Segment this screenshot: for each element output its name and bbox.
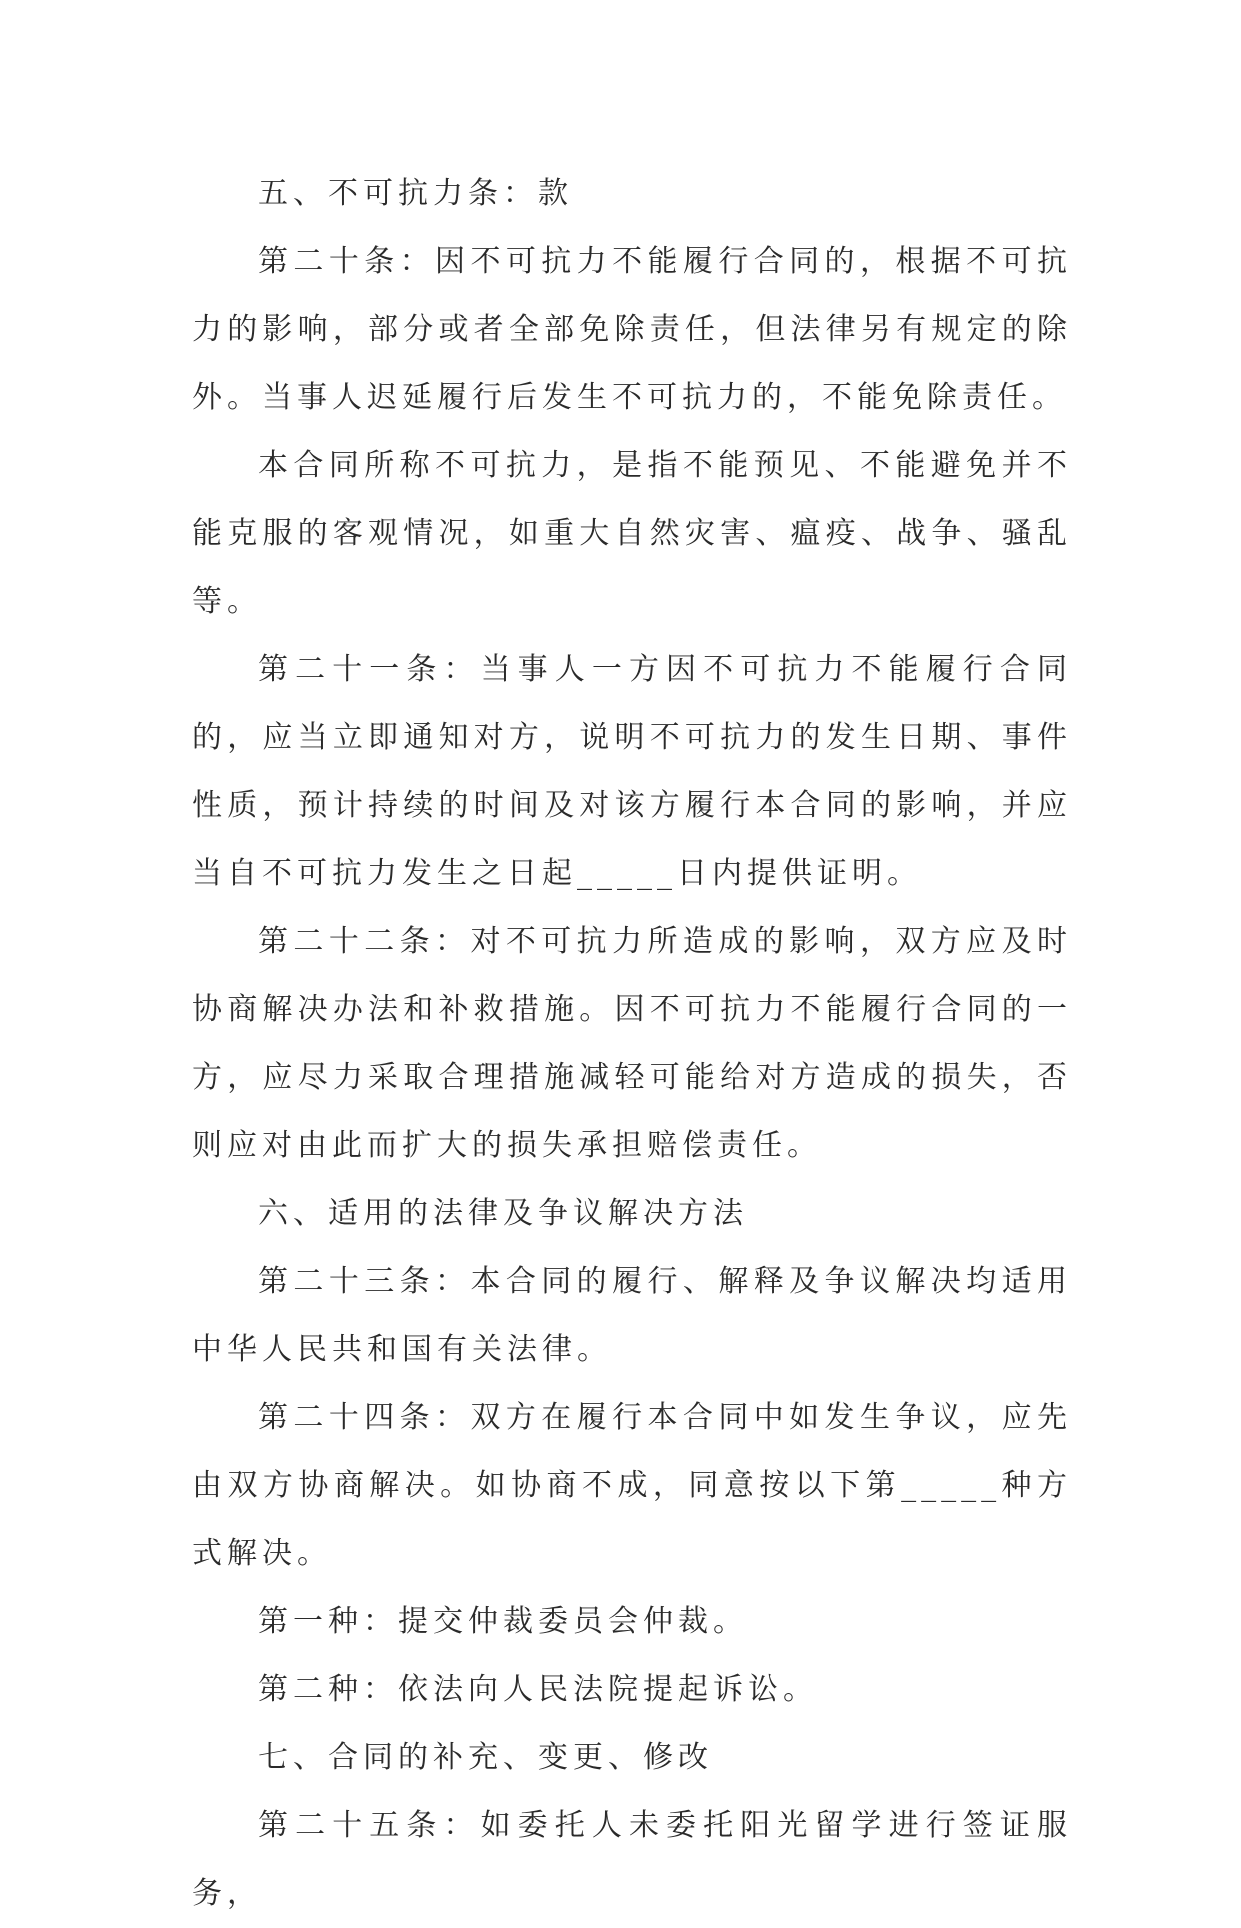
section-heading-force-majeure: 五、不可抗力条：款 <box>258 176 573 211</box>
force-majeure-definition: 本合同所称不可抗力，是指不能预见、不能避免并不能克服的客观情况，如重大自然灾害、瘟疫、战争、骚乱等。 <box>192 448 1072 619</box>
section-heading-applicable-law: 六、适用的法律及争议解决方法 <box>258 1196 748 1231</box>
article-21: 第二十一条：当事人一方因不可抗力不能履行合同的，应当立即通知对方，说明不可抗力的发生日期、事件性质，预计持续的时间及对该方履行本合同的影响，并应当自不可抗力发生之日起_____日内提供证明。 <box>192 652 1072 891</box>
document-body <box>192 160 1072 1928</box>
article-22: 第二十二条：对不可抗力所造成的影响，双方应及时协商解决办法和补救措施。因不可抗力不能履行合同的一方，应尽力采取合理措施减轻可能给对方造成的损失，否则应对由此而扩大的损失承担赔偿责任。 <box>192 924 1072 1163</box>
article-23: 第二十三条：本合同的履行、解释及争议解决均适用中华人民共和国有关法律。 <box>192 1264 1072 1367</box>
article-20: 第二十条：因不可抗力不能履行合同的，根据不可抗力的影响，部分或者全部免除责任，但法律另有规定的除外。当事人迟延履行后发生不可抗力的，不能免除责任。 <box>192 244 1072 415</box>
section-heading-amendments: 七、合同的补充、变更、修改 <box>258 1740 713 1775</box>
dispute-option-1: 第一种：提交仲裁委员会仲裁。 <box>258 1604 748 1639</box>
article-25: 第二十五条：如委托人未委托阳光留学进行签证服务， <box>192 1808 1072 1911</box>
article-24: 第二十四条：双方在履行本合同中如发生争议，应先由双方协商解决。如协商不成，同意按以下第_____种方式解决。 <box>192 1400 1072 1571</box>
dispute-option-2: 第二种：依法向人民法院提起诉讼。 <box>258 1672 818 1707</box>
